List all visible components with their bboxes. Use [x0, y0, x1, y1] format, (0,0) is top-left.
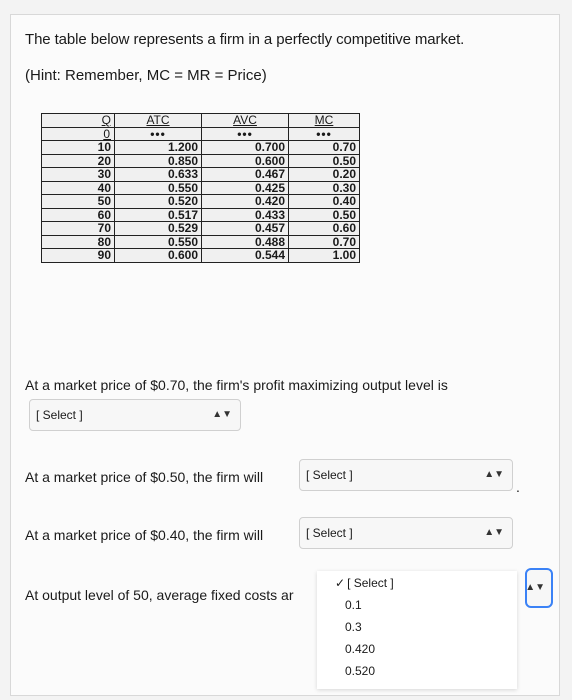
cell-avc: 0.467 — [202, 168, 289, 182]
table-row — [42, 249, 360, 263]
cell-atc: 0.550 — [115, 181, 202, 195]
cell-atc: 0.517 — [115, 208, 202, 222]
cell-atc: 0.550 — [115, 235, 202, 249]
table-dots-row — [42, 127, 360, 141]
mc-dots: ••• — [289, 127, 360, 141]
cell-q: 70 — [42, 222, 115, 236]
cell-q: 50 — [42, 195, 115, 209]
table-row — [42, 208, 360, 222]
afc-dropdown-menu — [317, 571, 517, 689]
cell-avc: 0.700 — [202, 141, 289, 155]
cell-mc: 0.70 — [289, 141, 360, 155]
updown-arrow-icon: ▲▼ — [525, 582, 545, 593]
select-firm-action-050-value: [ Select ] — [306, 468, 353, 482]
cell-avc: 0.433 — [202, 208, 289, 222]
cell-avc: 0.420 — [202, 195, 289, 209]
cell-avc: 0.544 — [202, 249, 289, 263]
cell-atc: 0.600 — [115, 249, 202, 263]
table-row — [42, 235, 360, 249]
select-output-level-value: [ Select ] — [36, 408, 83, 422]
cell-mc: 1.00 — [289, 249, 360, 263]
cell-avc: 0.488 — [202, 235, 289, 249]
cell-mc: 0.60 — [289, 222, 360, 236]
cell-atc: 0.850 — [115, 154, 202, 168]
question-title: The table below represents a firm in a perfectly competitive market. — [25, 31, 465, 48]
cell-mc: 0.20 — [289, 168, 360, 182]
select-firm-action-040-value: [ Select ] — [306, 526, 353, 540]
cell-q: 60 — [42, 208, 115, 222]
cell-q: 80 — [42, 235, 115, 249]
dropdown-option[interactable]: 0.520 — [345, 664, 376, 678]
cell-atc: 0.529 — [115, 222, 202, 236]
cell-q: 90 — [42, 249, 115, 263]
sentence-period: . — [516, 479, 520, 495]
cell-mc: 0.70 — [289, 235, 360, 249]
cell-atc: 1.200 — [115, 141, 202, 155]
table-row — [42, 195, 360, 209]
cell-avc: 0.600 — [202, 154, 289, 168]
cell-q: 20 — [42, 154, 115, 168]
checkmark-icon: ✓ — [335, 576, 346, 590]
table-header-row — [42, 114, 360, 128]
cell-q: 10 — [42, 141, 115, 155]
dropdown-option[interactable]: 0.3 — [345, 620, 362, 634]
question-card — [10, 14, 560, 696]
dropdown-option[interactable]: 0.1 — [345, 598, 362, 612]
updown-arrow-icon: ▲▼ — [212, 409, 232, 420]
cell-avc: 0.425 — [202, 181, 289, 195]
cell-mc: 0.50 — [289, 208, 360, 222]
updown-arrow-icon: ▲▼ — [484, 469, 504, 480]
cell-mc: 0.30 — [289, 181, 360, 195]
cell-mc: 0.40 — [289, 195, 360, 209]
table-row — [42, 141, 360, 155]
table-row — [42, 168, 360, 182]
atc-dots: ••• — [115, 127, 202, 141]
prompt-price-040: At a market price of $0.40, the firm will — [25, 527, 264, 543]
cell-mc: 0.50 — [289, 154, 360, 168]
table-row — [42, 222, 360, 236]
header-atc: ATC — [146, 113, 170, 127]
prompt-price-070: At a market price of $0.70, the firm's profit maximizing output level is — [25, 377, 448, 393]
cell-q: 40 — [42, 181, 115, 195]
select-afc-open[interactable] — [525, 568, 553, 608]
select-output-level[interactable] — [29, 399, 241, 431]
cost-table — [41, 113, 360, 263]
prompt-afc-50: At output level of 50, average fixed costs ar — [25, 587, 294, 603]
prompt-price-050: At a market price of $0.50, the firm will — [25, 469, 264, 485]
question-hint: (Hint: Remember, MC = MR = Price) — [25, 67, 267, 84]
header-mc: MC — [314, 113, 334, 127]
select-firm-action-050[interactable] — [299, 459, 513, 491]
dropdown-option[interactable]: 0.420 — [345, 642, 376, 656]
table-row — [42, 154, 360, 168]
cell-avc: 0.457 — [202, 222, 289, 236]
dropdown-option-label: [ Select ] — [347, 576, 394, 590]
avc-dots: ••• — [202, 127, 289, 141]
updown-arrow-icon: ▲▼ — [484, 527, 504, 538]
table-row — [42, 181, 360, 195]
q-zero: 0 — [103, 126, 111, 141]
header-q: Q — [101, 113, 111, 127]
dropdown-option-select[interactable] — [335, 573, 394, 593]
cell-q: 30 — [42, 168, 115, 182]
cell-atc: 0.633 — [115, 168, 202, 182]
select-firm-action-040[interactable] — [299, 517, 513, 549]
cell-atc: 0.520 — [115, 195, 202, 209]
header-avc: AVC — [233, 113, 257, 127]
